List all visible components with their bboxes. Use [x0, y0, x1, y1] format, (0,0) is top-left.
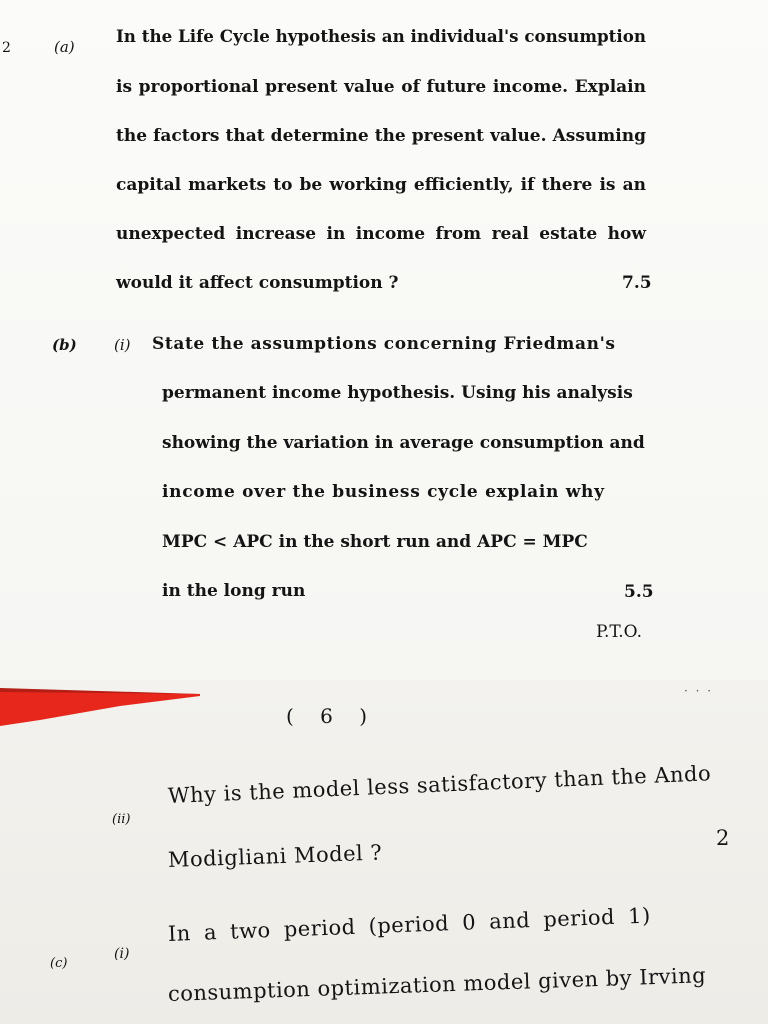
question-a-line: unexpected increase in income from real estate how: [116, 224, 646, 244]
edge-mark: 2: [2, 40, 11, 56]
question-b-line: MPC < APC in the short run and APC = MPC: [162, 532, 588, 552]
page-number: ( 6 ): [286, 704, 378, 728]
question-a-marks: 7.5: [622, 273, 652, 293]
question-b-sub-label: (i): [114, 336, 131, 354]
subquestion-ii-label: (ii): [112, 812, 131, 827]
question-a-line: In the Life Cycle hypothesis an individual's consumption: [116, 27, 646, 47]
subquestion-ii-line: Why is the model less satisfactory than the Ando: [167, 761, 712, 808]
question-a-line: is proportional present value of future income. Explain: [116, 77, 646, 97]
question-a-label: (a): [54, 38, 75, 56]
question-b-marks: 5.5: [624, 582, 654, 602]
red-paper-edge: [0, 684, 200, 728]
subquestion-ii-line: Modigliani Model ?: [167, 840, 383, 872]
question-b-label: (b): [52, 336, 77, 354]
question-b-line: showing the variation in average consumption and: [162, 433, 645, 453]
question-c-label: (c): [50, 956, 68, 971]
question-a-line: the factors that determine the present value. Assuming: [116, 126, 646, 146]
question-b-line: income over the business cycle explain why: [162, 482, 605, 502]
question-b-line: in the long run: [162, 581, 306, 601]
pto-label: P.T.O.: [596, 622, 642, 642]
question-b-first-line: State the assumptions concerning Friedman's: [152, 334, 616, 354]
question-a-line: capital markets to be working efficiently, if there is an: [116, 175, 646, 195]
subquestion-ii-marks: 2: [716, 826, 730, 850]
question-a-line: would it affect consumption ?: [116, 273, 399, 293]
question-c-line: In a two period (period 0 and period 1): [167, 903, 652, 946]
question-c-line: consumption optimization model given by Irving: [167, 963, 707, 1006]
question-c-sub-label: (i): [114, 946, 130, 962]
paper-speckles: · · ·: [684, 684, 714, 698]
question-b-line: permanent income hypothesis. Using his analysis: [162, 383, 633, 403]
